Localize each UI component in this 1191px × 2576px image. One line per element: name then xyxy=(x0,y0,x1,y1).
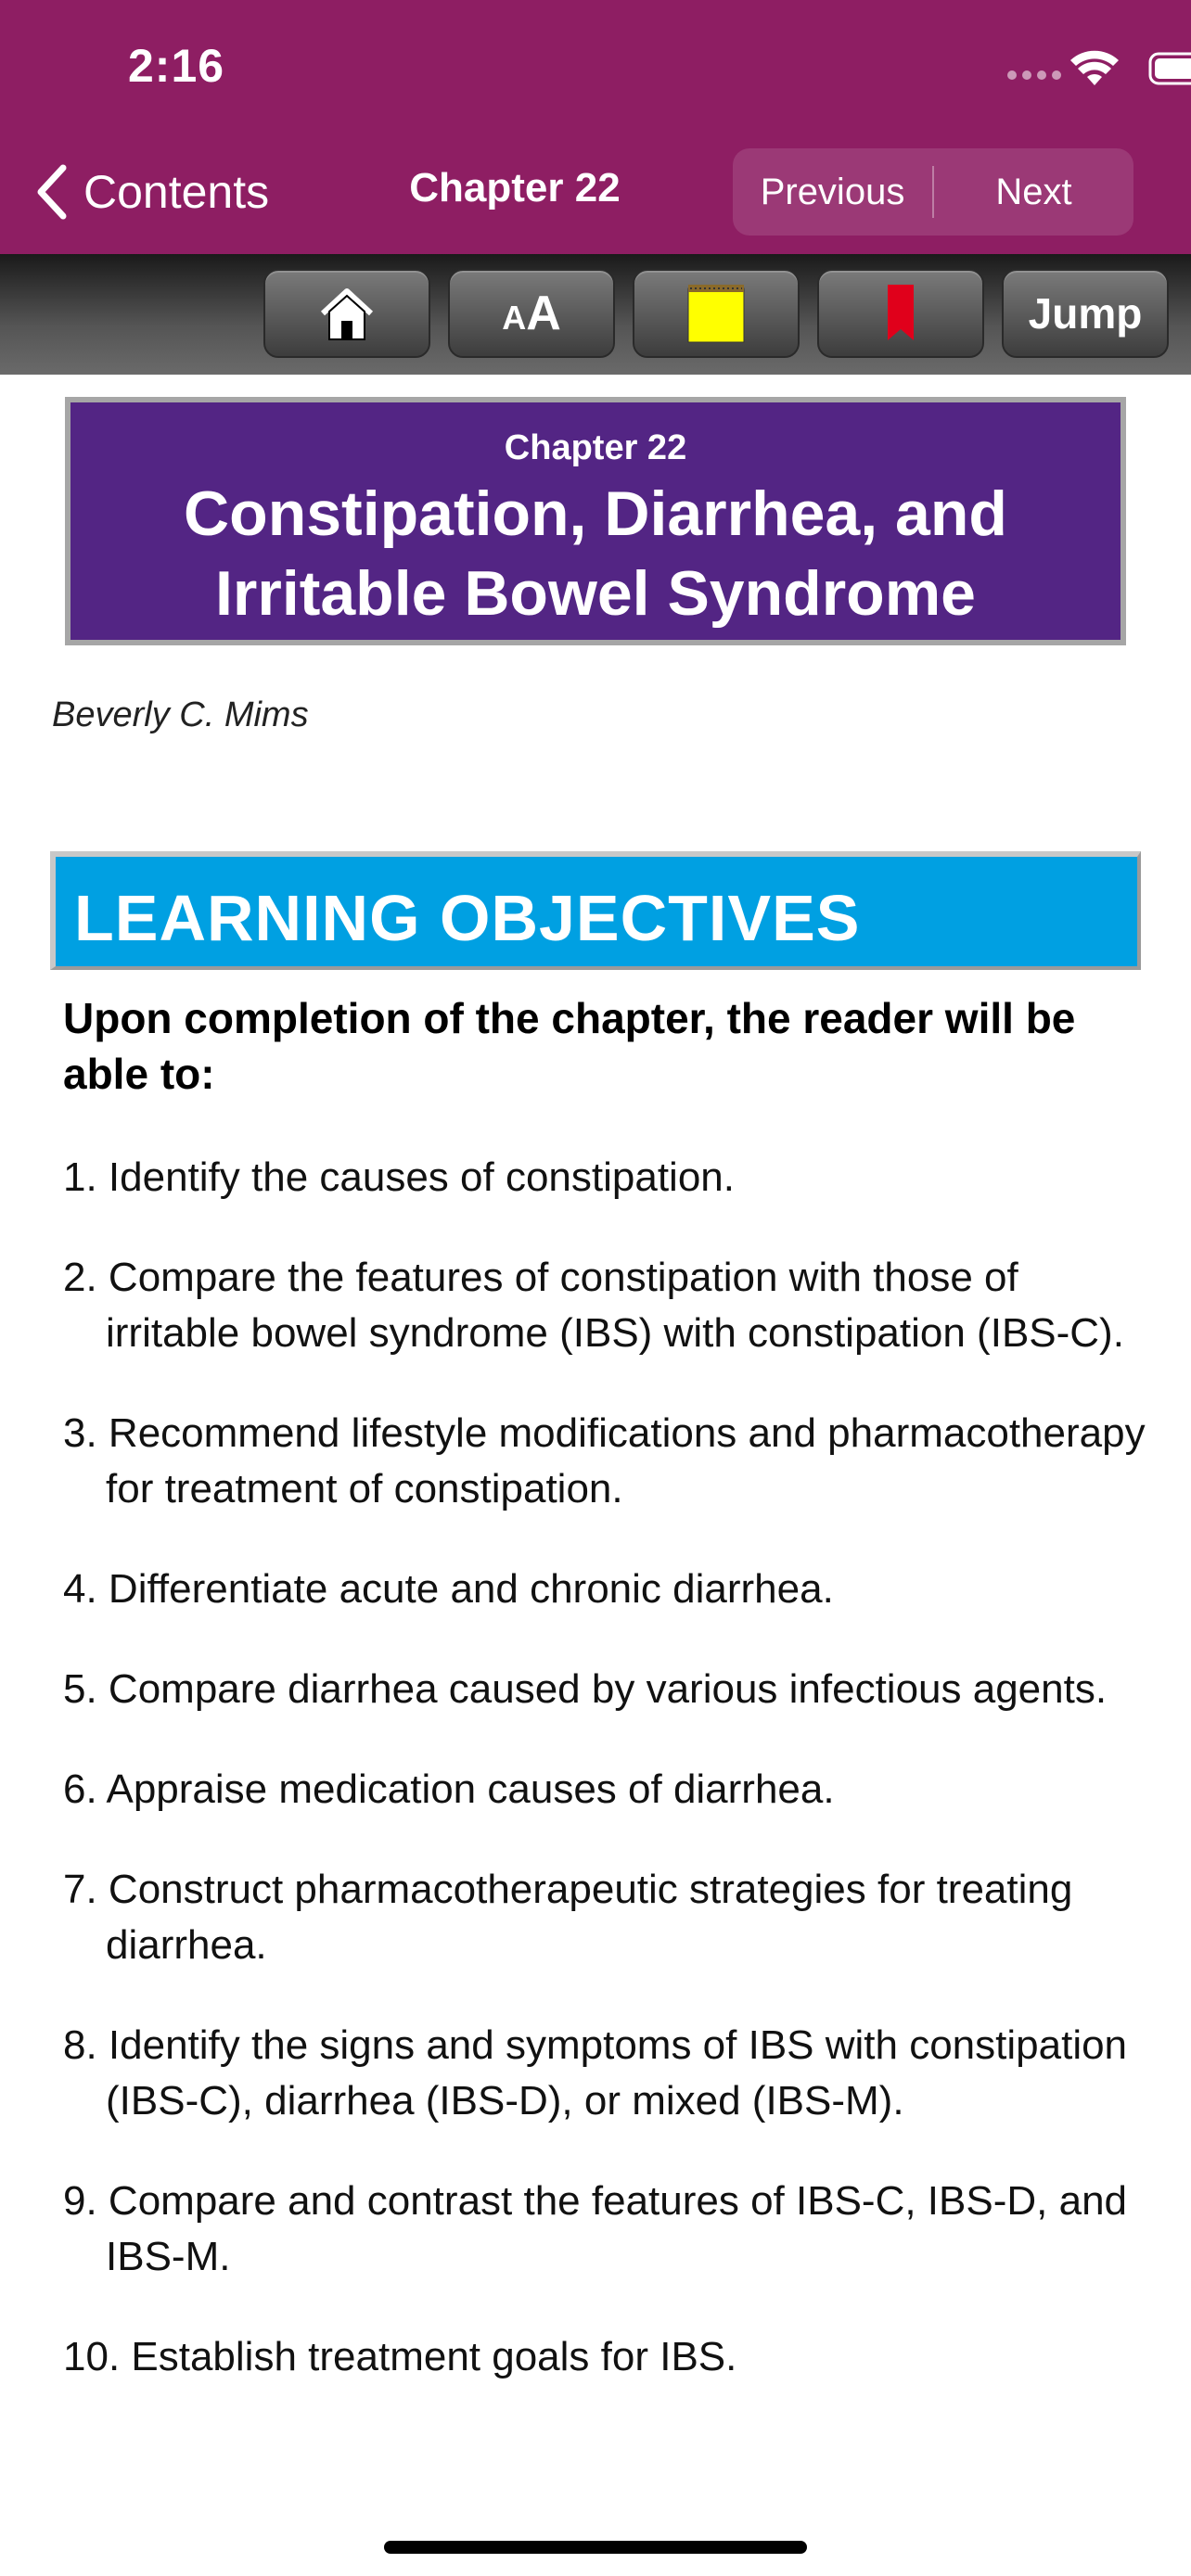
next-button[interactable]: Next xyxy=(995,171,1072,212)
objectives-heading: LEARNING OBJECTIVES xyxy=(74,882,861,954)
previous-button[interactable]: Previous xyxy=(760,171,905,212)
home-indicator[interactable] xyxy=(384,2541,807,2554)
jump-button[interactable] xyxy=(1002,269,1169,358)
objectives-heading-bar xyxy=(50,851,1141,970)
battery-icon xyxy=(1148,50,1191,87)
jump-label: Jump xyxy=(1028,289,1143,338)
objective-item: 7. Construct pharmacotherapeutic strategies for treating diarrhea. xyxy=(63,1867,1073,1968)
reader-toolbar xyxy=(0,254,1191,375)
chapter-title: Constipation, Diarrhea, and Irritable Bowel Syndrome xyxy=(184,478,1007,629)
objective-item: 1. Identify the causes of constipation. xyxy=(63,1154,736,1200)
objective-item: 9. Compare and contrast the features of IBS-C, IBS-D, and IBS-M. xyxy=(63,2178,1128,2279)
home-icon xyxy=(317,284,377,343)
objectives-list xyxy=(63,1150,1148,2429)
objective-item: 6. Appraise medication causes of diarrhea. xyxy=(63,1766,835,1812)
font-size-icon: AA xyxy=(502,287,561,340)
objective-item: 4. Differentiate acute and chronic diarrhea. xyxy=(63,1566,834,1612)
chapter-author: Beverly C. Mims xyxy=(52,695,309,734)
objective-item: 8. Identify the signs and symptoms of IBS with constipation (IBS-C), diarrhea (IBS-D), or mixed (IBS-M). xyxy=(63,2022,1128,2123)
back-button[interactable] xyxy=(35,159,269,224)
wifi-icon xyxy=(1069,48,1121,87)
chapter-banner xyxy=(65,397,1126,645)
objective-item: 5. Compare diarrhea caused by various infectious agents. xyxy=(63,1666,1108,1712)
objective-item: 3. Recommend lifestyle modifications and pharmacotherapy for treatment of constipation. xyxy=(63,1410,1146,1511)
page-title: Chapter 22 xyxy=(409,165,621,210)
notepad-icon xyxy=(686,283,746,344)
status-time: 2:16 xyxy=(128,40,225,92)
notes-button[interactable] xyxy=(633,269,800,358)
objectives-intro: Upon completion of the chapter, the reader will be able to: xyxy=(63,994,1076,1098)
bookmark-button[interactable] xyxy=(817,269,984,358)
objective-item: 2. Compare the features of constipation with those of irritable bowel syndrome (IBS) with constipation (IBS-C). xyxy=(63,1255,1124,1356)
chevron-left-icon xyxy=(35,164,69,220)
bookmark-icon xyxy=(882,283,919,344)
chapter-number: Chapter 22 xyxy=(504,428,687,467)
cellular-signal-icon xyxy=(1007,70,1061,80)
font-size-button[interactable] xyxy=(448,269,615,358)
app-header xyxy=(0,0,1191,254)
objective-item: 10. Establish treatment goals for IBS. xyxy=(63,2334,737,2379)
home-button[interactable] xyxy=(263,269,430,358)
prev-next-control xyxy=(733,148,1133,236)
back-label: Contents xyxy=(83,166,270,218)
